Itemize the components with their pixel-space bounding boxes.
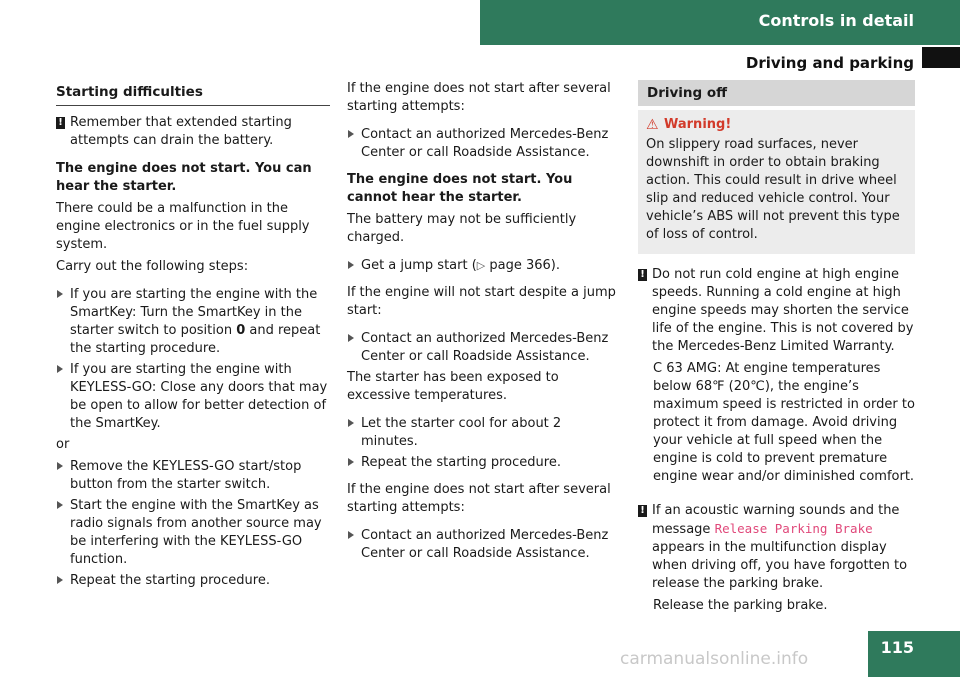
exclamation-icon: !	[638, 269, 647, 281]
subheading-can-hear-starter: The engine does not start. You can hear the starter.	[56, 161, 312, 194]
paragraph-release-brake: Release the parking brake.	[653, 598, 828, 613]
warning-title: ⚠ Warning!	[646, 117, 732, 133]
warning-box	[638, 110, 915, 254]
warning-triangle-icon: ⚠	[646, 117, 659, 133]
display-message: Release Parking Brake	[714, 521, 873, 536]
step-start-with-smartkey: Start the engine with the SmartKey as radio signals from another source may be interfering with the KEYLESS-GO function.	[56, 497, 330, 569]
exclamation-icon: !	[638, 505, 647, 517]
text-or: or	[56, 437, 70, 452]
exclamation-icon: !	[56, 117, 65, 129]
step-repeat: Repeat the starting procedure.	[56, 572, 330, 590]
arrow-icon	[348, 458, 354, 466]
arrow-icon	[348, 130, 354, 138]
step-contact-center-2: Contact an authorized Mercedes-Benz Center or call Roadside Assistance.	[347, 330, 619, 366]
step-contact-center-3: Contact an authorized Mercedes-Benz Center or call Roadside Assistance.	[347, 527, 619, 563]
step-repeat-2: Repeat the starting procedure.	[347, 454, 619, 472]
header-tab-marker	[922, 47, 960, 68]
paragraph-several-attempts-2: If the engine does not start after several starting attempts:	[347, 482, 611, 515]
page-number: 115	[880, 638, 914, 657]
arrow-icon	[57, 462, 63, 470]
watermark: carmanualsonline.info	[620, 649, 809, 669]
arrow-icon	[57, 365, 63, 373]
section-title: Controls in detail	[758, 11, 914, 30]
heading-driving-off: Driving off	[638, 80, 915, 106]
paragraph-battery: The battery may not be sufficiently charged.	[347, 212, 577, 245]
warning-text: On slippery road surfaces, never downshift in order to obtain braking action. This could result in drive wheel slip and reduced vehicle control. Your vehicle’s ABS will not prevent this type of loss of control.	[646, 137, 900, 242]
arrow-icon	[348, 531, 354, 539]
paragraph-several-attempts: If the engine does not start after several starting attempts:	[347, 81, 611, 114]
subsection-title: Driving and parking	[745, 54, 914, 72]
arrow-icon	[57, 576, 63, 584]
paragraph-malfunction: There could be a malfunction in the engine electronics or in the fuel supply system.	[56, 201, 310, 252]
subheading-cannot-hear-starter: The engine does not start. You cannot hear the starter.	[347, 172, 573, 205]
step-contact-center-1: Contact an authorized Mercedes-Benz Center or call Roadside Assistance.	[347, 126, 619, 162]
paragraph-amg: C 63 AMG: At engine temperatures below 68℉ (20℃), the engine’s maximum speed is restricted in order to protect it from damage. Avoid driving your vehicle at full speed when the engine is cold to prevent premature engine wear and/or diminished comfort.	[653, 361, 915, 484]
column-driving-off	[638, 80, 915, 619]
step-remove-button: Remove the KEYLESS-GO start/stop button from the starter switch.	[56, 458, 330, 494]
note-battery: ! Remember that extended starting attempts can drain the battery.	[56, 114, 330, 150]
arrow-icon	[57, 290, 63, 298]
heading-starting-difficulties: Starting difficulties	[56, 80, 330, 106]
step-jump-start: Get a jump start (▷ page 366).	[347, 257, 619, 275]
arrow-icon	[348, 419, 354, 427]
arrow-icon	[57, 501, 63, 509]
arrow-icon	[348, 261, 354, 269]
column-starting-difficulties	[56, 80, 330, 593]
page-reference-icon: ▷	[476, 259, 486, 272]
note-cold-engine: ! Do not run cold engine at high engine speeds. Running a cold engine at high engine speeds may shorten the service life of the engine. This is not covered by the Mercedes-Benz Limited Warranty.	[638, 266, 915, 356]
arrow-icon	[348, 334, 354, 342]
step-keyless-go: If you are starting the engine with KEYLESS-GO: Close any doors that may be open to allow for better detection of the SmartKey.	[56, 361, 330, 433]
page-reference-link[interactable]: page 366).	[489, 258, 561, 273]
column-starting-difficulties-cont	[347, 80, 619, 566]
paragraph-steps-intro: Carry out the following steps:	[56, 259, 249, 274]
paragraph-excessive-temp: The starter has been exposed to excessive temperatures.	[347, 370, 559, 403]
note-parking-brake: ! If an acoustic warning sounds and the message Release Parking Brake appears in the multifunction display when driving off, you have forgotten to release the parking brake.	[638, 502, 915, 593]
step-smartkey: If you are starting the engine with the SmartKey: Turn the SmartKey in the starter switch to position 0 and repeat the starting procedure.	[56, 286, 330, 358]
paragraph-jump-start-fail: If the engine will not start despite a jump start:	[347, 285, 616, 318]
step-cool: Let the starter cool for about 2 minutes.	[347, 415, 619, 451]
